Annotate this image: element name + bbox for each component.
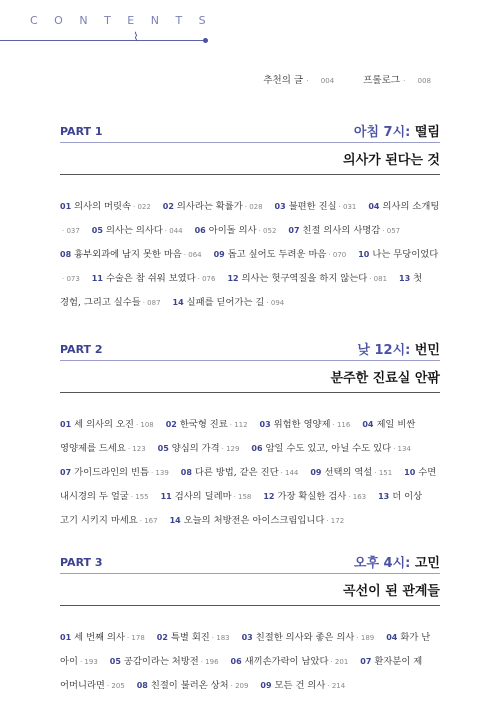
toc-entry-page: · 178 xyxy=(126,634,145,642)
toc-entry-title: 세 번째 의사 xyxy=(74,632,125,643)
toc-entry-number: 06 xyxy=(251,444,263,453)
toc-entry[interactable] xyxy=(60,201,160,212)
toc-entry[interactable] xyxy=(260,680,354,691)
toc-entry-page-number: 116 xyxy=(336,421,351,429)
part-1-section xyxy=(60,120,440,315)
toc-entry-number: 01 xyxy=(60,420,72,429)
toc-entry-number: 06 xyxy=(194,226,206,235)
toc-entry-number: 11 xyxy=(160,492,172,501)
toc-entry-title: 오늘의 처방전은 아이스크림입니다 xyxy=(183,515,325,526)
toc-entry-page: · 129 xyxy=(221,445,240,453)
toc-entry-page: · 144 xyxy=(280,469,299,477)
part-header xyxy=(60,338,440,361)
title-separator: : xyxy=(405,343,415,358)
toc-entry[interactable] xyxy=(92,225,192,236)
toc-entry-page-number: 057 xyxy=(386,227,401,235)
toc-entry-title: 친절이 불러온 상처 xyxy=(150,680,229,691)
part-time-title xyxy=(357,339,440,358)
toc-entry-title: 아이돌 의사 xyxy=(208,225,257,236)
toc-entry-number: 01 xyxy=(60,633,72,642)
toc-entry[interactable] xyxy=(310,467,401,478)
toc-entry[interactable] xyxy=(227,273,396,284)
toc-entry-page: · 183 xyxy=(211,634,230,642)
toc-entry-page-number: 108 xyxy=(140,421,154,429)
toc-entry[interactable] xyxy=(170,515,354,526)
toc-entry-title: 의사의 머릿속 xyxy=(74,201,131,212)
toc-entry-page-number: 070 xyxy=(332,251,347,259)
toc-entry-page-number: 076 xyxy=(202,275,216,283)
toc-entry-page-number: 028 xyxy=(249,203,263,211)
toc-entry-page-number: 183 xyxy=(216,634,230,642)
toc-entry-title: 불편한 진실 xyxy=(288,201,337,212)
toc-entry-page-number: 144 xyxy=(285,469,299,477)
toc-entry-number: 12 xyxy=(263,492,275,501)
toc-entry-page: · 112 xyxy=(229,421,248,429)
toc-entry-page: · 151 xyxy=(374,469,393,477)
toc-entry-number: 08 xyxy=(180,468,192,477)
toc-entry-number: 05 xyxy=(91,226,103,235)
part-time: 아침 7시 xyxy=(353,125,406,140)
toc-entry-page-number: 052 xyxy=(263,227,277,235)
toc-entry-page: · 167 xyxy=(139,517,158,525)
intro-item-page: 008 xyxy=(417,77,431,85)
toc-entry-page-number: 155 xyxy=(135,493,149,501)
part-keyword: 떨림 xyxy=(414,125,440,140)
title-separator: : xyxy=(405,125,415,140)
toc-entry-number: 07 xyxy=(60,468,72,477)
part-keyword: 번민 xyxy=(414,343,440,358)
toc-entry-title: 특별 회진 xyxy=(170,632,210,643)
toc-entry-number: 14 xyxy=(172,298,184,307)
toc-entry-page: · 081 xyxy=(369,275,388,283)
toc-entry-page: · 031 xyxy=(338,203,357,211)
part-3-section xyxy=(60,551,440,698)
toc-entry-page: · 123 xyxy=(127,445,146,453)
toc-entry-number: 02 xyxy=(156,633,168,642)
toc-entry-page: · 076 xyxy=(197,275,216,283)
toc-entry-number: 05 xyxy=(157,444,169,453)
toc-entry-number: 09 xyxy=(260,681,272,690)
toc-entry-page-number: 214 xyxy=(331,682,346,690)
title-separator: : xyxy=(405,556,415,571)
toc-entry[interactable] xyxy=(60,632,154,643)
toc-entry-page-number: 129 xyxy=(226,445,240,453)
toc-entry[interactable] xyxy=(110,656,228,667)
intro-entries: 추천의 글 · 004 프롤로그 · 008 xyxy=(263,75,431,86)
toc-entry-page-number: 163 xyxy=(352,493,367,501)
toc-entry-title: 모든 건 의사 xyxy=(274,680,326,691)
toc-entry-page: · 116 xyxy=(332,421,351,429)
toc-entry[interactable] xyxy=(242,632,384,643)
toc-entry-number: 12 xyxy=(227,274,239,283)
toc-entry-title: 가이드라인의 빈틈 xyxy=(74,467,149,478)
toc-entry[interactable] xyxy=(231,656,358,667)
toc-entry-title: 검사의 딜레마 xyxy=(174,491,232,502)
toc-entry-title: 공감이라는 처방전 xyxy=(123,656,199,667)
intro-item-page: 004 xyxy=(320,77,335,85)
part-subtitle: 곡선이 된 관계들 xyxy=(60,580,440,606)
toc-entry-title: 가장 확실한 검사 xyxy=(277,491,347,502)
intro-item-prologue[interactable]: 프롤로그 xyxy=(363,75,400,86)
heartbeat-icon: ⌇ xyxy=(133,30,139,44)
toc-entry-page-number: 205 xyxy=(111,682,125,690)
toc-entry-number: 04 xyxy=(386,633,398,642)
toc-entry-title: 양심의 가격 xyxy=(171,443,220,454)
part-subtitle: 의사가 된다는 것 xyxy=(60,149,440,175)
toc-entry-number: 10 xyxy=(358,250,370,259)
toc-entry[interactable] xyxy=(137,680,258,691)
toc-entry-number: 01 xyxy=(60,202,72,211)
toc-entry-page: · 158 xyxy=(233,493,252,501)
toc-entry-page: · 057 xyxy=(382,227,401,235)
toc-entry-page: · 196 xyxy=(200,658,219,666)
contents-heading: CONTENTS xyxy=(30,14,223,27)
toc-entry-number: 07 xyxy=(360,657,372,666)
toc-entry-number: 09 xyxy=(310,468,322,477)
toc-entry-page: · 073 xyxy=(62,275,80,283)
toc-entry-title: 친절한 의사와 좋은 의사 xyxy=(255,632,355,643)
toc-entry[interactable] xyxy=(195,225,286,236)
toc-entry[interactable] xyxy=(251,443,419,454)
toc-entry-page: · 044 xyxy=(164,227,183,235)
toc-entry[interactable] xyxy=(173,297,294,308)
toc-entry-page: · 037 xyxy=(62,227,80,235)
toc-entry-number: 13 xyxy=(399,274,411,283)
toc-entry-title: 의사라는 확률가 xyxy=(176,201,243,212)
toc-entry-page-number: 158 xyxy=(238,493,252,501)
toc-entry-list xyxy=(60,626,440,698)
toc-entry-page: · 134 xyxy=(393,445,411,453)
toc-entry-title: 한국형 진료 xyxy=(179,419,228,430)
toc-entry[interactable] xyxy=(166,419,257,430)
toc-entry-page-number: 196 xyxy=(205,658,219,666)
toc-entry-page: · 087 xyxy=(142,299,161,307)
toc-entry-list xyxy=(60,195,440,315)
part-header xyxy=(60,551,440,574)
toc-entry-page: · 022 xyxy=(132,203,151,211)
toc-entry-title: 위험한 영양제 xyxy=(273,419,331,430)
toc-entry-page-number: 087 xyxy=(147,299,161,307)
toc-entry-page: · 189 xyxy=(356,634,375,642)
toc-entry[interactable] xyxy=(263,491,375,502)
toc-entry-number: 03 xyxy=(274,202,286,211)
toc-entry-page: · 094 xyxy=(266,299,285,307)
toc-entry-page-number: 189 xyxy=(360,634,375,642)
header-divider xyxy=(0,40,205,41)
toc-entry-number: 03 xyxy=(241,633,253,642)
toc-entry-page: · 052 xyxy=(258,227,277,235)
toc-entry-page-number: 064 xyxy=(188,251,202,259)
toc-entry-page-number: 094 xyxy=(270,299,285,307)
toc-entry-page: · 172 xyxy=(326,517,345,525)
toc-entry-number: 06 xyxy=(230,657,242,666)
toc-entry-number: 03 xyxy=(259,420,271,429)
toc-entry-number: 11 xyxy=(91,274,103,283)
toc-entry[interactable] xyxy=(60,467,178,478)
toc-entry-page-number: 172 xyxy=(330,517,345,525)
toc-entry-page-number: 044 xyxy=(169,227,183,235)
toc-entry-page: · 201 xyxy=(330,658,349,666)
toc-entry-page-number: 081 xyxy=(373,275,388,283)
toc-entry-number: 14 xyxy=(169,516,181,525)
part-time-title xyxy=(354,121,440,140)
toc-entry-number: 13 xyxy=(378,492,390,501)
toc-entry-page: · 139 xyxy=(150,469,169,477)
toc-entry-page: · 193 xyxy=(79,658,98,666)
toc-entry-number: 02 xyxy=(162,202,174,211)
part-time-title xyxy=(354,552,440,571)
toc-entry-page-number: 201 xyxy=(334,658,349,666)
toc-entry-title: 수면 내시경의 두 얼굴 xyxy=(60,467,437,502)
toc-entry-page: · 064 xyxy=(183,251,202,259)
part-2-section xyxy=(60,338,440,533)
part-label: PART 2 xyxy=(60,343,103,356)
intro-item-foreword[interactable]: 추천의 글 xyxy=(263,75,304,86)
toc-entry-page: · 163 xyxy=(348,493,367,501)
toc-entry-title: 세 의사의 오진 xyxy=(74,419,134,430)
toc-entry-title: 새끼손가락이 남았다 xyxy=(244,656,329,667)
toc-entry-title: 나는 무당이었다 xyxy=(372,249,439,260)
toc-entry[interactable] xyxy=(275,201,366,212)
toc-entry-number: 09 xyxy=(213,250,225,259)
toc-entry-page: · 108 xyxy=(135,421,154,429)
toc-entry[interactable] xyxy=(214,249,356,260)
toc-entry-title: 흉부외과에 남지 못한 마음 xyxy=(74,249,182,260)
toc-entry-number: 02 xyxy=(165,420,177,429)
part-label: PART 3 xyxy=(60,556,103,569)
toc-entry-title: 의사는 헛구역질을 하지 않는다 xyxy=(241,273,368,284)
toc-entry-page-number: 193 xyxy=(84,658,98,666)
toc-entry[interactable] xyxy=(288,225,409,236)
toc-entry-number: 04 xyxy=(368,202,380,211)
toc-entry-title: 의사는 의사다 xyxy=(105,225,163,236)
toc-entry-number: 04 xyxy=(362,420,374,429)
toc-entry-number: 05 xyxy=(109,657,121,666)
toc-entry[interactable] xyxy=(157,632,239,643)
toc-entry-page-number: 178 xyxy=(131,634,145,642)
part-keyword: 고민 xyxy=(414,556,440,571)
toc-entry[interactable] xyxy=(161,491,261,502)
toc-entry-title: 실패를 딛어가는 길 xyxy=(186,297,265,308)
toc-entry-number: 08 xyxy=(60,250,72,259)
toc-entry-page: · 205 xyxy=(106,682,125,690)
toc-entry-page-number: 209 xyxy=(235,682,249,690)
toc-entry-page: · 070 xyxy=(328,251,347,259)
toc-entry-title: 수술은 참 쉬워 보였다 xyxy=(105,273,196,284)
part-time: 낮 12시 xyxy=(357,343,406,358)
toc-entry-page-number: 123 xyxy=(132,445,146,453)
toc-entry-page-number: 073 xyxy=(66,275,80,283)
toc-entry-number: 08 xyxy=(136,681,148,690)
part-label: PART 1 xyxy=(60,125,103,138)
toc-entry-page: · 155 xyxy=(130,493,149,501)
toc-entry-page: · 209 xyxy=(230,682,249,690)
toc-entry-number: 10 xyxy=(404,468,416,477)
toc-entry-title: 의사의 소개팅 xyxy=(382,201,440,212)
toc-entry-title: 돕고 싶어도 두려운 마음 xyxy=(227,249,327,260)
toc-entry-page-number: 037 xyxy=(66,227,80,235)
toc-entry[interactable] xyxy=(260,419,360,430)
toc-entry-page: · 214 xyxy=(327,682,346,690)
toc-entry-page-number: 151 xyxy=(378,469,393,477)
toc-entry-title: 선택의 역설 xyxy=(324,467,373,478)
toc-entry[interactable] xyxy=(60,419,163,430)
part-header xyxy=(60,120,440,143)
toc-entry-page-number: 112 xyxy=(234,421,248,429)
part-time: 오후 4시 xyxy=(353,556,406,571)
toc-entry-title: 더 이상 고기 시키지 마세요 xyxy=(60,491,423,526)
toc-entry-title: 첫 경험, 그리고 실수들 xyxy=(60,273,423,308)
toc-entry-page-number: 022 xyxy=(137,203,151,211)
toc-entry-title: 암일 수도 있고, 아닐 수도 있다 xyxy=(265,443,392,454)
toc-entry[interactable] xyxy=(92,273,225,284)
toc-entry-page-number: 031 xyxy=(343,203,357,211)
header-dot xyxy=(203,38,208,43)
toc-entry-list xyxy=(60,413,440,533)
toc-entry-title: 화가 난 아이 xyxy=(60,632,431,667)
toc-entry-number: 07 xyxy=(288,226,300,235)
toc-entry-title: 친절 의사의 사명감 xyxy=(302,225,381,236)
toc-entry-page-number: 139 xyxy=(155,469,169,477)
toc-entry[interactable] xyxy=(158,443,249,454)
toc-entry[interactable] xyxy=(181,467,308,478)
toc-entry-title: 환자분이 제 어머니라면 xyxy=(60,656,423,691)
part-subtitle: 분주한 진료실 안팎 xyxy=(60,367,440,393)
toc-entry[interactable] xyxy=(163,201,272,212)
toc-entry[interactable] xyxy=(60,249,211,260)
toc-entry-title: 다른 방법, 같은 진단 xyxy=(194,467,279,478)
toc-entry-page: · 028 xyxy=(244,203,263,211)
toc-entry-title: 제일 비싼 영양제를 드세요 xyxy=(60,419,416,454)
toc-entry-page-number: 134 xyxy=(397,445,411,453)
toc-entry-page-number: 167 xyxy=(144,517,158,525)
